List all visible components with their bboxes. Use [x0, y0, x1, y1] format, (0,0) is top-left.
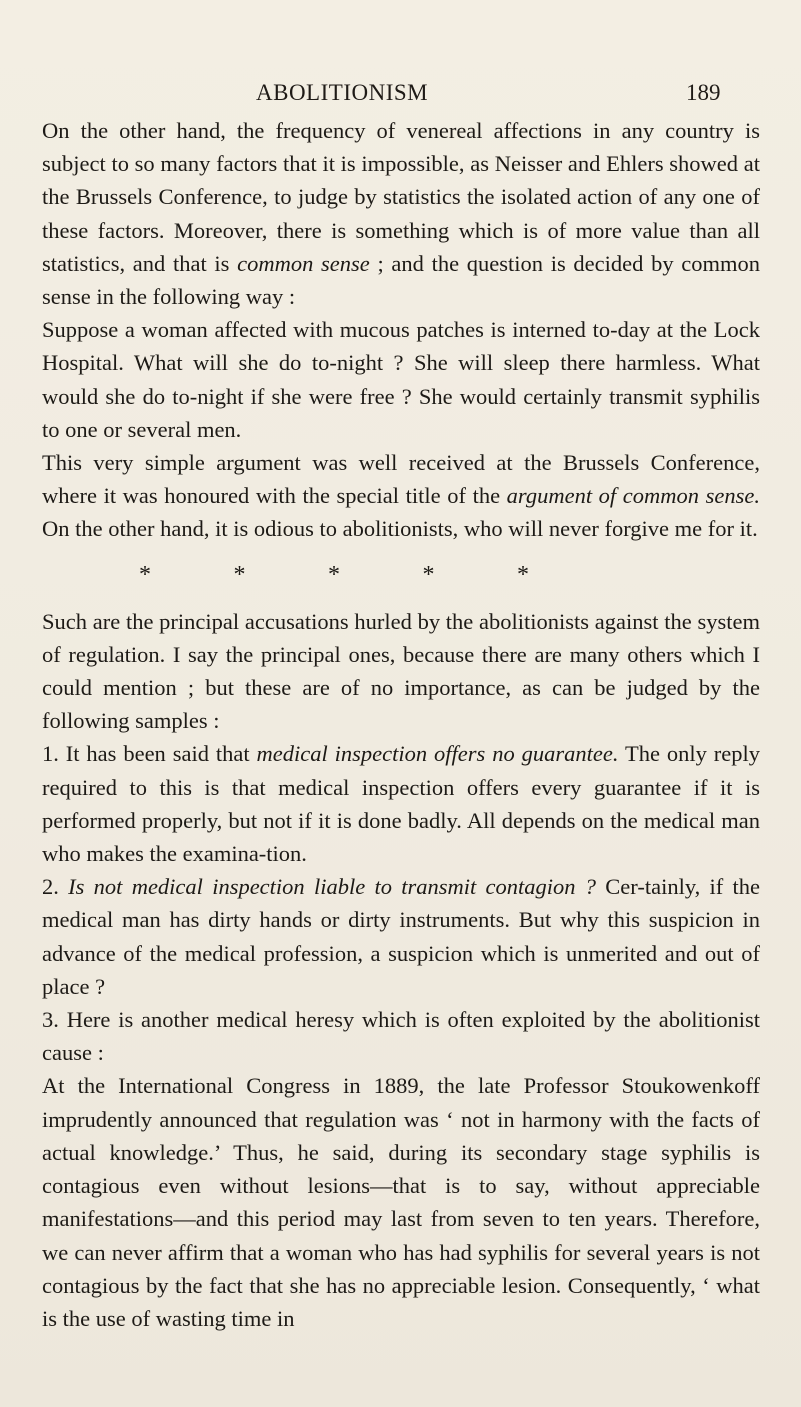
italic-phrase: medical inspection offers no guarantee. — [256, 741, 619, 767]
paragraph-8: At the International Congress in 1889, the late Professor Stoukowenkoff imprudently announced that regulation was ‘ not in harmony with the facts of actual knowledge.’ Thus, he said, during its secondary stage syphilis is contagious even without lesions—that is to say, without appreciable manifestations—and this period may last from seven to ten years. Therefore, we can never affirm that a woman who has had syphilis for several years is not contagious by the fact that she has no appreciable lesion. Consequently, ‘ what is the use of wasting time in — [42, 1073, 760, 1331]
text-span: ; and the question is decided by common sense in the following way : — [42, 250, 760, 310]
paragraph-5 — [42, 737, 760, 870]
italic-phrase: argument of common sense. — [506, 483, 760, 509]
asterisk: * — [233, 561, 246, 588]
text-span: 2. — [42, 874, 69, 900]
italic-phrase: Is not medical inspection liable to transmit contagion ? — [68, 874, 597, 900]
text-span: The only reply required to this is that medical inspection offers every guarantee if it is performed properly, but not if it is done badly. All depends on the medical man who makes the examina-tion. — [42, 741, 760, 867]
text-span: On the other hand, it is odious to abolitionists, who will never forgive me for it. — [42, 516, 758, 542]
paragraph-7: 3. Here is another medical heresy which is often exploited by the abolitionist cause : — [42, 1007, 760, 1066]
paragraph-1 — [42, 114, 760, 313]
text-span: 1. It has been said that — [42, 741, 257, 767]
asterisk: * — [517, 561, 529, 588]
asterisk: * — [422, 561, 435, 588]
paragraph-6 — [42, 870, 760, 1003]
paragraph-3 — [42, 446, 760, 546]
paragraph-2: Suppose a woman affected with mucous patches is interned to-day at the Lock Hospital. What will she do to-night ? She will sleep there harmless. What would she do to-night if she were free ? She would certainly transmit syphilis to one or several men. — [42, 317, 760, 442]
page-number: 189 — [686, 80, 721, 105]
asterisk: * — [328, 561, 340, 588]
text-span: This very simple argument was well received at the Brussels Conference, where it was honoured with the special title of the — [42, 450, 760, 509]
section-break — [139, 560, 529, 590]
text-span: Cer-tainly, if the medical man has dirty hands or dirty instruments. But why this suspicion in advance of the medical profession, a suspicion which is unmerited and out of place ? — [42, 874, 761, 999]
paragraph-4: Such are the principal accusations hurled by the abolitionists against the system of regulation. I say the principal ones, because there are many others which I could mention ; but these are of no importance, as can be judged by the following samples : — [42, 608, 760, 734]
italic-phrase: common sense — [237, 250, 370, 276]
text-span: On the other hand, the frequency of venereal affections in any country is subject to so many factors that it is impossible, as Neisser and Ehlers showed at the Brussels Conference, to judge by statistics the isolated action of any one of these factors. Moreover, there is something which is of more value than all statistics, and that is — [42, 118, 760, 276]
asterisk: * — [139, 561, 151, 588]
body-text — [42, 114, 760, 1335]
running-head: ABOLITIONISM — [256, 80, 429, 105]
